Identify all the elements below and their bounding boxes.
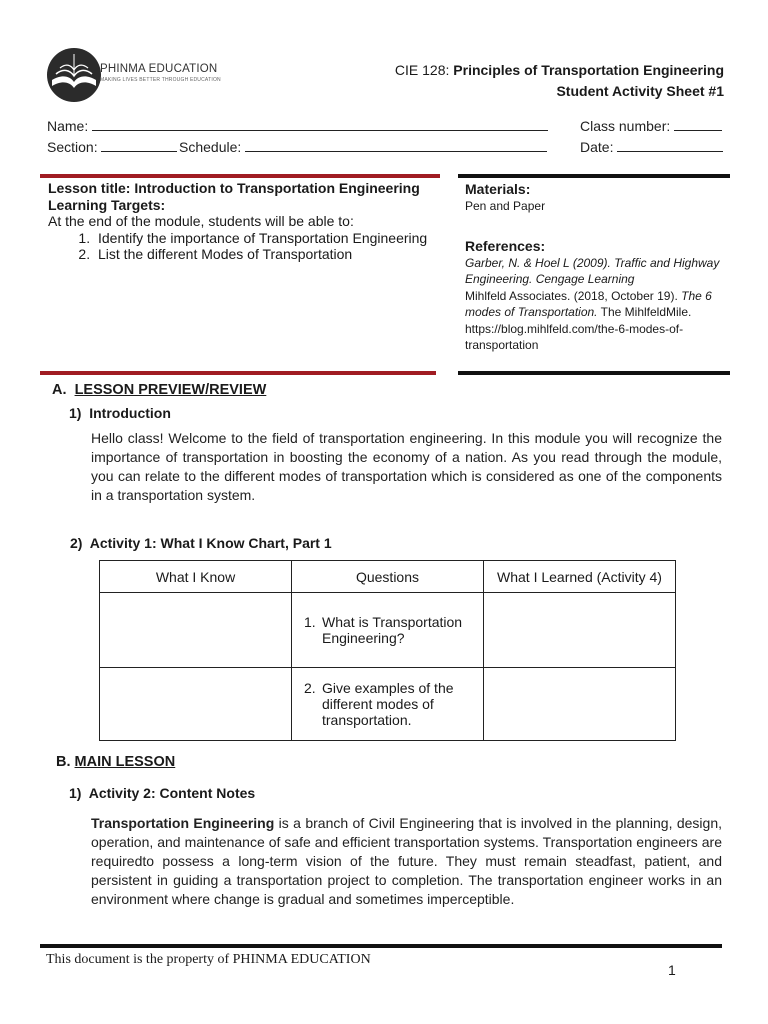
activity-1-heading — [70, 535, 332, 551]
activity-sheet-title: Student Activity Sheet #1 — [556, 83, 724, 99]
materials-box — [465, 181, 727, 354]
learning-target-item: 2. List the different Modes of Transportation — [94, 246, 438, 263]
section-b-heading — [56, 754, 175, 770]
footer-rule — [40, 944, 722, 948]
reference-2-title: The 6 modes of Transportation. — [465, 288, 712, 319]
class-number-label: Class number: — [580, 118, 671, 134]
question-text: Give examples of the different modes of transportation. — [322, 680, 454, 728]
question-cell-1 — [292, 593, 484, 668]
header-questions: Questions — [292, 561, 484, 593]
course-code: CIE 128: — [394, 62, 450, 78]
reference-1: Garber, N. & Hoel L (2009). Traffic and Highway Engineering. Cengage Learning — [465, 255, 720, 286]
section-label: Section: — [47, 139, 98, 155]
what-i-know-chart — [99, 560, 676, 741]
header-what-i-know: What I Know — [100, 561, 292, 593]
name-field[interactable] — [47, 117, 548, 134]
schedule-field[interactable] — [179, 138, 547, 155]
table-row — [100, 668, 676, 741]
question-number: 2. — [304, 680, 316, 696]
introduction-text: Hello class! Welcome to the field of transportation engineering. In this module you will recognize the importance of transportation in boosting the economy of a nation. As you read through the module, you can relate to the different modes of transportation which is considered as one of the components in a transportation system. — [91, 430, 722, 503]
name-label: Name: — [47, 118, 89, 134]
question-cell-2 — [292, 668, 484, 741]
class-number-line[interactable] — [674, 117, 722, 131]
name-line[interactable] — [92, 117, 548, 131]
content-notes-body: is a branch of Civil Engineering that is involved in the planning, design, operation, and maintenance of safe and efficient transportation systems. Transportation engineers are requiredto possess a long-term vision of the future. They must remain steadfast, patient, and persistent in guiding a transportation project to completion. The transportation engineer works in an environment where change is gradual and sometimes imperceptible. — [91, 815, 722, 907]
section-field[interactable] — [47, 138, 177, 155]
phinma-book-icon — [46, 46, 102, 104]
lesson-title: Lesson title: Introduction to Transportation Engineering — [48, 180, 420, 196]
materials-text: Pen and Paper — [465, 198, 546, 213]
introduction-title: Introduction — [89, 405, 171, 421]
section-a-heading — [52, 382, 266, 398]
table-row — [100, 593, 676, 668]
activity-2-number: 1) — [69, 785, 82, 801]
logo-text — [100, 63, 221, 83]
lesson-box-bottom-bar — [40, 371, 436, 375]
schedule-line[interactable] — [245, 138, 547, 152]
lesson-info-box — [48, 180, 438, 263]
materials-label: Materials: — [465, 181, 531, 197]
lesson-box-top-bar — [40, 174, 440, 178]
page-number: 1 — [668, 962, 676, 978]
activity-2-title: Activity 2: Content Notes — [88, 785, 256, 801]
activity-1-title: Activity 1: What I Know Chart, Part 1 — [89, 535, 332, 551]
question-number: 1. — [304, 614, 316, 630]
learning-targets-label: Learning Targets: — [48, 196, 166, 213]
section-a-letter: A. — [52, 382, 67, 398]
activity-1-number: 2) — [70, 535, 83, 551]
class-number-field[interactable] — [580, 117, 722, 134]
materials-box-bottom-bar — [458, 371, 730, 375]
activity-2-heading — [69, 785, 255, 801]
materials-box-top-bar — [458, 174, 730, 178]
course-header — [395, 60, 724, 102]
learning-targets-intro: At the end of the module, students will be able to: — [48, 213, 354, 229]
learning-targets-list — [48, 230, 438, 263]
section-a-title: LESSON PREVIEW/REVIEW — [74, 382, 267, 398]
footer-text: This document is the property of PHINMA EDUCATION — [46, 952, 371, 967]
what-i-know-cell-2[interactable] — [100, 668, 292, 741]
introduction-number: 1) — [69, 405, 82, 421]
section-line[interactable] — [101, 138, 177, 152]
section-b-title: MAIN LESSON — [74, 754, 176, 770]
logo-tagline: MAKING LIVES BETTER THROUGH EDUCATION — [100, 77, 221, 83]
header-what-i-learned: What I Learned (Activity 4) — [484, 561, 676, 593]
reference-2-author: Mihlfeld Associates. (2018, October 19). — [465, 288, 678, 303]
content-notes-term: Transportation Engineering — [91, 815, 275, 831]
question-text: What is Transportation Engineering? — [322, 614, 463, 646]
what-i-learned-cell-1[interactable] — [484, 593, 676, 668]
schedule-label: Schedule: — [179, 139, 242, 155]
learning-target-item: 1. Identify the importance of Transportation Engineering — [94, 230, 438, 247]
logo-name: PHINMA EDUCATION — [100, 63, 218, 75]
section-b-letter: B. — [56, 754, 71, 770]
chart-header-row — [100, 561, 676, 593]
content-notes-text — [91, 814, 722, 909]
what-i-know-cell-1[interactable] — [100, 593, 292, 668]
introduction-heading — [69, 405, 171, 421]
reference-2 — [465, 288, 727, 354]
what-i-learned-cell-2[interactable] — [484, 668, 676, 741]
reference-2-source: The MihlfeldMile. https://blog.mihlfeld.com/the-6-modes-of-transportation — [465, 305, 692, 352]
date-label: Date: — [580, 139, 614, 155]
course-title: Principles of Transportation Engineering — [453, 62, 724, 78]
references-label: References: — [465, 238, 546, 254]
date-field[interactable] — [580, 138, 723, 155]
date-line[interactable] — [617, 138, 723, 152]
